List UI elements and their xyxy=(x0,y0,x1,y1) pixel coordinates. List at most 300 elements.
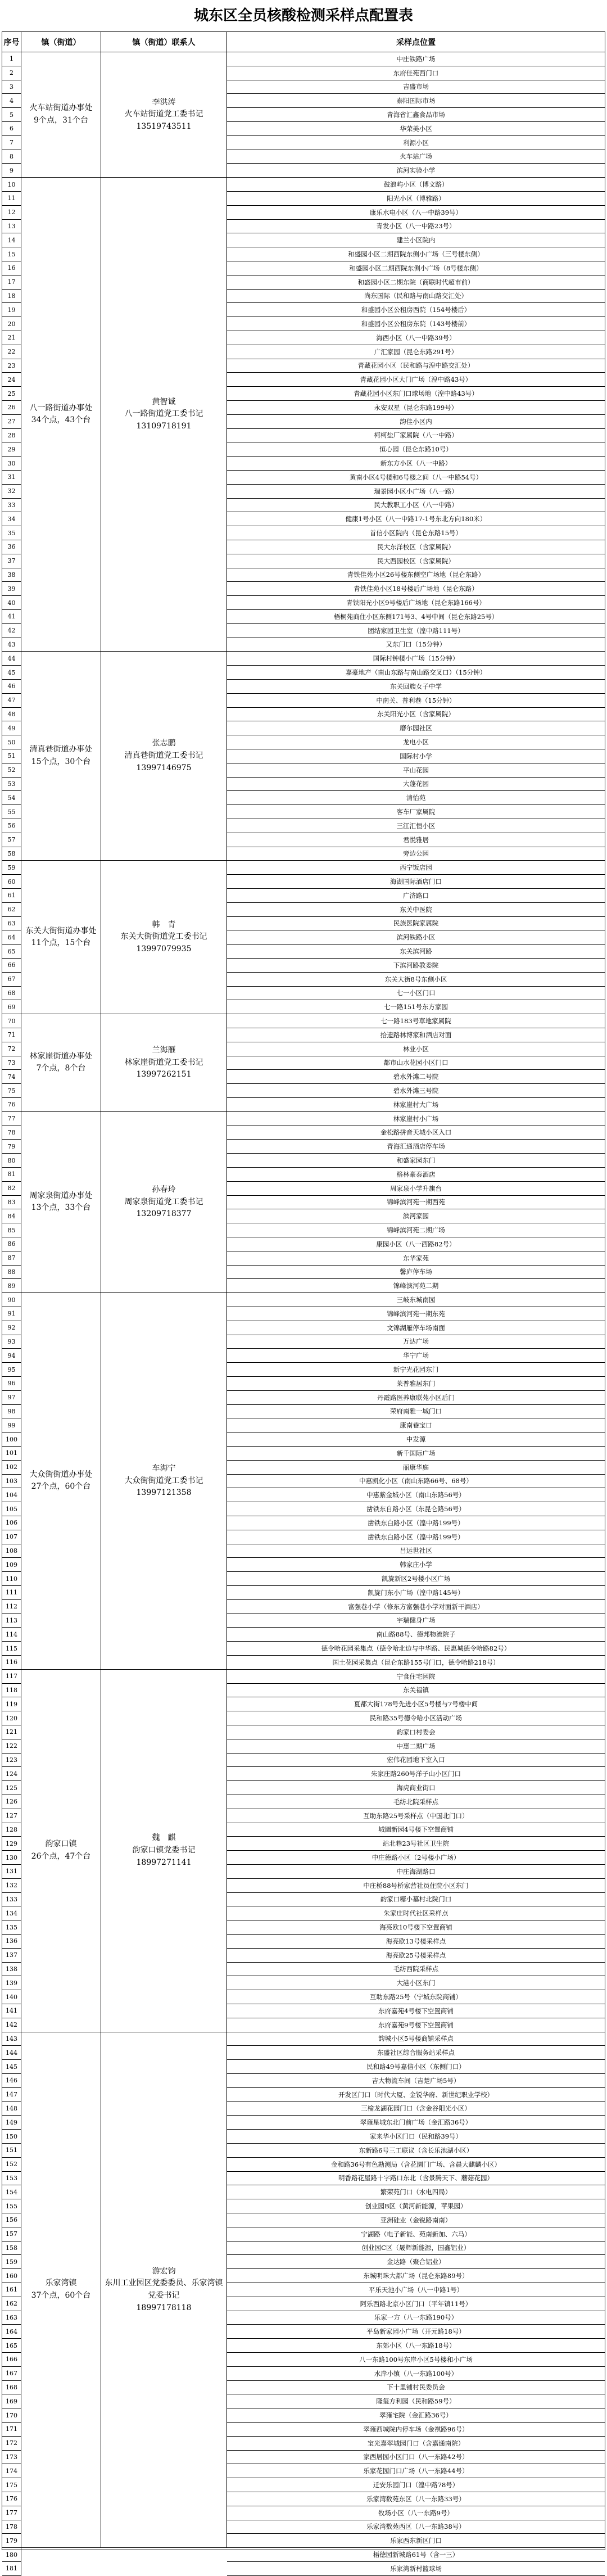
site-location: 莱普雅居东门 xyxy=(227,1377,605,1391)
row-number: 21 xyxy=(2,331,21,345)
row-number: 175 xyxy=(2,2478,21,2492)
site-location: 周家泉小学升旗台 xyxy=(227,1182,605,1196)
site-location: 宁湖路（电子新能、苑南新加、六马） xyxy=(227,2227,605,2241)
row-number: 164 xyxy=(2,2325,21,2339)
row-number: 134 xyxy=(2,1906,21,1920)
site-location: 拾遗路林博家和酒店对面 xyxy=(227,1028,605,1042)
site-location: 和盛园小区公租房东院（143号楼前） xyxy=(227,317,605,331)
site-location: 和盛园小区二期东院（商联时代超市前） xyxy=(227,275,605,290)
row-number: 67 xyxy=(2,973,21,987)
site-location: 翠雍宅院（金汇路36号） xyxy=(227,2408,605,2423)
site-location: 磨尔园社区 xyxy=(227,721,605,735)
row-number: 152 xyxy=(2,2158,21,2172)
row-number: 36 xyxy=(2,540,21,554)
site-location: 文锦湖雁停车场南面 xyxy=(227,1321,605,1335)
site-location: 和盛园小区二期西院东侧小广场（8号楼东侧） xyxy=(227,261,605,275)
site-location: 中惠凯化小区（南山东路66号、68号） xyxy=(227,1475,605,1489)
row-number: 73 xyxy=(2,1056,21,1070)
row-number: 30 xyxy=(2,457,21,471)
row-number: 64 xyxy=(2,930,21,944)
town-name: 清真巷街道办事处 15个点，30个台 xyxy=(21,652,101,861)
row-number: 141 xyxy=(2,2004,21,2018)
row-number: 3 xyxy=(2,80,21,94)
town-contact: 兰海雁 林家崖街道党工委书记 13997262151 xyxy=(101,1014,227,1112)
site-location: 南山路88号、德邦物流院子 xyxy=(227,1628,605,1642)
site-location: 海西小区（八一中路39号） xyxy=(227,331,605,345)
site-location: 馨庐停车场 xyxy=(227,1266,605,1280)
row-number: 162 xyxy=(2,2297,21,2311)
site-location: 明香路花屋路十字路口东北（含景腾天下、蘑菇花园） xyxy=(227,2172,605,2186)
site-location: 朱家庄时代社区采样点 xyxy=(227,1906,605,1920)
row-number: 48 xyxy=(2,708,21,722)
site-location: 阿乐西路北京小区门口（平年镇11号） xyxy=(227,2297,605,2311)
row-number: 93 xyxy=(2,1335,21,1349)
site-location: 乐家花园门口广场（八一东路44号） xyxy=(227,2464,605,2478)
site-location: 隆玺方利园（民和路59号） xyxy=(227,2394,605,2408)
town-contact: 车海宁 大众街街道党工委书记 13997121358 xyxy=(101,1293,227,1670)
row-number: 137 xyxy=(2,1949,21,1963)
row-number: 90 xyxy=(2,1293,21,1307)
site-location: 龙电小区 xyxy=(227,735,605,749)
row-number: 87 xyxy=(2,1251,21,1266)
site-location: 瑞景园小区小广场（八一路） xyxy=(227,485,605,499)
row-number: 169 xyxy=(2,2394,21,2408)
site-location: 尚东国际（民和路与南山路交汇处） xyxy=(227,290,605,304)
row-number: 81 xyxy=(2,1168,21,1182)
row-number: 43 xyxy=(2,638,21,652)
row-number: 75 xyxy=(2,1084,21,1098)
row-number: 66 xyxy=(2,959,21,973)
row-number: 156 xyxy=(2,2213,21,2227)
site-location: 海虎商业街口 xyxy=(227,1781,605,1795)
site-location: 民大教职工小区（八一中路） xyxy=(227,499,605,513)
header-cell: 采样点位置 xyxy=(227,32,605,52)
row-number: 17 xyxy=(2,275,21,290)
town-name: 韵家口镇 26个点，47个台 xyxy=(21,1670,101,2032)
row-number: 108 xyxy=(2,1544,21,1558)
row-number: 26 xyxy=(2,401,21,415)
row-number: 10 xyxy=(2,178,21,192)
site-location: 青发小区（八一中路23号） xyxy=(227,220,605,234)
site-location: 翠雍星城东北门前广场（金汇路36号） xyxy=(227,2116,605,2130)
row-number: 124 xyxy=(2,1767,21,1781)
row-number: 70 xyxy=(2,1014,21,1028)
site-location: 国际村钟楼小广场（15分钟） xyxy=(227,652,605,666)
row-number: 125 xyxy=(2,1781,21,1795)
row-number: 69 xyxy=(2,1000,21,1014)
site-location: 滨河铁路小区 xyxy=(227,930,605,944)
row-number: 59 xyxy=(2,861,21,875)
row-number: 8 xyxy=(2,150,21,164)
site-location: 建兰小区院内 xyxy=(227,233,605,247)
row-number: 163 xyxy=(2,2311,21,2325)
site-location: 团结家园卫生室（湟中路111号） xyxy=(227,624,605,638)
site-location: 朱家庄路260号洋子山小区门口 xyxy=(227,1767,605,1781)
site-location: 站北巷23号社区卫生院 xyxy=(227,1837,605,1851)
row-number: 83 xyxy=(2,1196,21,1210)
site-location: 康乐水电小区（八一中路39号） xyxy=(227,206,605,220)
row-number: 2 xyxy=(2,66,21,80)
site-location: 中庄海湖路口 xyxy=(227,1865,605,1879)
site-location: 嘉豪地产（南山东路与南山路交叉口）（15分钟） xyxy=(227,666,605,680)
row-number: 107 xyxy=(2,1530,21,1544)
site-location: 金松路拼音天城小区入口 xyxy=(227,1126,605,1140)
site-location: 牧场小区（八一东路9号） xyxy=(227,2506,605,2520)
row-number: 99 xyxy=(2,1418,21,1432)
site-location: 海湖国际酒店门口 xyxy=(227,875,605,889)
site-location: 乐家西东新区门口 xyxy=(227,2534,605,2548)
site-location: 首信小区院内（昆仑东路15号） xyxy=(227,526,605,540)
site-location: 梧桐苑商住小区东侧171号3、4号中间（昆仑东路25号） xyxy=(227,610,605,624)
row-number: 68 xyxy=(2,987,21,1001)
row-number: 41 xyxy=(2,610,21,624)
row-number: 58 xyxy=(2,847,21,861)
site-location: 林家崖村小广场 xyxy=(227,1112,605,1126)
site-location: 青藏花园小区大门广场（湟中路43号） xyxy=(227,373,605,387)
site-location: 开发区门口（时代大厦、金锐华府、新世纪职业学校） xyxy=(227,2088,605,2102)
row-number: 91 xyxy=(2,1307,21,1321)
site-location: 中惠二期广场 xyxy=(227,1739,605,1754)
site-location: 华荣美小区 xyxy=(227,122,605,136)
site-location: 客车厂家属院 xyxy=(227,805,605,819)
site-location: 锦峰滨河苑一期东苑 xyxy=(227,1307,605,1321)
town-contact: 魏 麒 韵家口镇党委书记 18997271141 xyxy=(101,1670,227,2032)
row-number: 11 xyxy=(2,192,21,206)
row-number: 9 xyxy=(2,164,21,178)
row-number: 145 xyxy=(2,2060,21,2074)
site-location: 康南巷宝口 xyxy=(227,1418,605,1432)
site-location: 柯柯盐厂家属院（八一中路） xyxy=(227,429,605,443)
row-number: 157 xyxy=(2,2227,21,2241)
site-location: 中惠紫金城小区（南山东路56号） xyxy=(227,1488,605,1502)
site-location: 青藏花园小区（民和路与湟中路交汇处） xyxy=(227,359,605,373)
row-number: 78 xyxy=(2,1126,21,1140)
row-number: 79 xyxy=(2,1140,21,1154)
row-number: 103 xyxy=(2,1475,21,1489)
town-contact: 李洪涛 火车站街道党工委书记 13519743511 xyxy=(101,52,227,178)
site-location: 吕运世社区 xyxy=(227,1544,605,1558)
site-location: 金达路（聚合铝业） xyxy=(227,2255,605,2269)
row-number: 82 xyxy=(2,1182,21,1196)
row-number: 105 xyxy=(2,1502,21,1516)
row-number: 147 xyxy=(2,2088,21,2102)
site-location: 民大西园校区（含家属院） xyxy=(227,554,605,568)
row-number: 74 xyxy=(2,1070,21,1084)
row-number: 172 xyxy=(2,2437,21,2451)
site-location: 国际村小学 xyxy=(227,749,605,763)
site-location: 梧德园新城路61号（含一三） xyxy=(227,2548,605,2562)
site-location: 水岸小镇（八一东路100号） xyxy=(227,2367,605,2381)
row-number: 29 xyxy=(2,442,21,457)
site-location: 毛纺北院采样点 xyxy=(227,1795,605,1809)
site-location: 德令哈花园采集点（德令哈北边与中华路、民惠城德令哈路82号） xyxy=(227,1642,605,1656)
row-number: 178 xyxy=(2,2520,21,2534)
site-location: 新千国际广场 xyxy=(227,1447,605,1461)
row-number: 110 xyxy=(2,1572,21,1586)
row-number: 7 xyxy=(2,136,21,150)
site-location: 东盛社区综合服务站采样点 xyxy=(227,2046,605,2060)
row-number: 42 xyxy=(2,624,21,638)
site-location: 锦峰滨河苑一期西苑 xyxy=(227,1196,605,1210)
site-location: 毛纺西院采样点 xyxy=(227,1963,605,1977)
row-number: 54 xyxy=(2,791,21,805)
site-location: 吉盛市场 xyxy=(227,80,605,94)
site-location: 永安双星（昆仑东路199号） xyxy=(227,401,605,415)
site-location: 平乐天池小广场（八一中路1号） xyxy=(227,2283,605,2297)
site-location: 城圖新园4号楼下空置商铺 xyxy=(227,1823,605,1837)
site-location: 韵佳小区内 xyxy=(227,415,605,429)
row-number: 171 xyxy=(2,2423,21,2437)
row-number: 140 xyxy=(2,1990,21,2004)
site-location: 七一路151号东方家园 xyxy=(227,1000,605,1014)
row-number: 27 xyxy=(2,415,21,429)
row-number: 173 xyxy=(2,2451,21,2465)
row-number: 151 xyxy=(2,2144,21,2158)
site-location: 旁边公园 xyxy=(227,847,605,861)
site-location: 下十里铺村民委员会 xyxy=(227,2381,605,2395)
row-number: 88 xyxy=(2,1266,21,1280)
row-number: 37 xyxy=(2,554,21,568)
site-location: 中庄德路小区（2号楼小广场） xyxy=(227,1851,605,1865)
row-number: 114 xyxy=(2,1628,21,1642)
site-location: 和盛园小区二期西院东侧小广场（三号楼东侧） xyxy=(227,247,605,261)
site-location: 互助东路25号（宁城东院商铺） xyxy=(227,1990,605,2004)
town-contact: 韩 青 东关大街街道党工委书记 13997079935 xyxy=(101,861,227,1014)
site-location: 康园小区（八一西路82号） xyxy=(227,1237,605,1251)
row-number: 72 xyxy=(2,1042,21,1056)
row-number: 80 xyxy=(2,1154,21,1168)
row-number: 53 xyxy=(2,778,21,792)
town-contact: 孙春玲 周家泉街道党工委书记 13209718377 xyxy=(101,1112,227,1293)
site-location: 碧水外滩三号院 xyxy=(227,1084,605,1098)
site-location: 东府嘉苑4号楼下空置商铺 xyxy=(227,2004,605,2018)
row-number: 50 xyxy=(2,735,21,749)
row-number: 117 xyxy=(2,1670,21,1684)
row-number: 5 xyxy=(2,108,21,122)
site-location: 韩家庄小学 xyxy=(227,1558,605,1572)
site-location: 凯旋新区2号楼小区广场 xyxy=(227,1572,605,1586)
site-location: 国土花园采集点（昆仑东路155号门口，德令哈路218号） xyxy=(227,1656,605,1670)
row-number: 32 xyxy=(2,485,21,499)
row-number: 49 xyxy=(2,721,21,735)
town-contact: 黄智诚 八一路街道党工委书记 13109718191 xyxy=(101,178,227,652)
town-name: 林家崖街道办事处 7个点，8个台 xyxy=(21,1014,101,1112)
row-number: 56 xyxy=(2,819,21,833)
site-location: 中庄桥88号桥家营社员住院小区东门 xyxy=(227,1879,605,1893)
row-number: 33 xyxy=(2,499,21,513)
row-number: 77 xyxy=(2,1112,21,1126)
site-location: 青藏花园小区东门口球场地（湟中路43号） xyxy=(227,387,605,401)
site-location: 阳光小区（博雅路） xyxy=(227,192,605,206)
site-location: 丽康华庭 xyxy=(227,1461,605,1475)
site-location: 金和路36号有色勘测局（含花園门广场、含晨大麒麟小区） xyxy=(227,2158,605,2172)
site-location: 中庄铁路广场 xyxy=(227,52,605,66)
site-location: 荣府南雅一城门口 xyxy=(227,1405,605,1419)
site-location: 凿铁东白路小区（湟中路199号） xyxy=(227,1516,605,1530)
row-number: 112 xyxy=(2,1600,21,1614)
site-location: 丹霞路医养康联苑小区后门 xyxy=(227,1391,605,1405)
row-number: 96 xyxy=(2,1377,21,1391)
row-number: 46 xyxy=(2,680,21,694)
row-number: 170 xyxy=(2,2408,21,2423)
site-location: 创业园C区（晟辉新能源，国鑫铝业） xyxy=(227,2241,605,2256)
town-contact: 张志鹏 清真巷街道党工委书记 13997146975 xyxy=(101,652,227,861)
site-location: 火车站广场 xyxy=(227,150,605,164)
row-number: 111 xyxy=(2,1586,21,1600)
row-number: 142 xyxy=(2,2018,21,2032)
site-location: 宏伟花园地下室入口 xyxy=(227,1754,605,1768)
site-location: 民和路49号嘉信小区（东侧门口） xyxy=(227,2060,605,2074)
site-location: 东关阳光小区（含家属院） xyxy=(227,708,605,722)
header-cell: 镇（街道）联系人 xyxy=(101,32,227,52)
row-number: 150 xyxy=(2,2130,21,2144)
row-number: 31 xyxy=(2,471,21,485)
site-location: 东城明珠大都广场（昆仑东路89号） xyxy=(227,2269,605,2283)
site-location: 平岛新家园小广场（开元路18号） xyxy=(227,2325,605,2339)
row-number: 119 xyxy=(2,1697,21,1711)
site-location: 海亮欧25号楼采样点 xyxy=(227,1949,605,1963)
site-location: 碧水外滩二号院 xyxy=(227,1070,605,1084)
row-number: 47 xyxy=(2,694,21,708)
site-location: 凿铁东自路小区（东昆仑路56号） xyxy=(227,1502,605,1516)
row-number: 130 xyxy=(2,1851,21,1865)
town-name: 乐家湾镇 37个点，60个台 xyxy=(21,2032,101,2548)
site-location: 创业园B区（黄河新能源，苹果园） xyxy=(227,2199,605,2213)
site-location: 宇瑞健身广场 xyxy=(227,1614,605,1628)
site-location: 家来华小区门口（民和路39号） xyxy=(227,2130,605,2144)
site-location: 韵城小区5号楼商铺采样点 xyxy=(227,2032,605,2046)
row-number: 144 xyxy=(2,2046,21,2060)
site-location: 平山花园 xyxy=(227,763,605,778)
site-location: 又东门口（15分钟） xyxy=(227,638,605,652)
row-number: 22 xyxy=(2,345,21,359)
row-number: 104 xyxy=(2,1488,21,1502)
site-location: 滨河实验小学 xyxy=(227,164,605,178)
site-location: 八一东路100号东岸小区5号楼和小广场 xyxy=(227,2353,605,2367)
row-number: 166 xyxy=(2,2353,21,2367)
town-name: 东关大街街道办事处 11个点，15个台 xyxy=(21,861,101,1014)
site-location: 青海汇通酒店停车场 xyxy=(227,1140,605,1154)
row-number: 100 xyxy=(2,1432,21,1447)
town-name: 周家泉街道办事处 13个点，33个台 xyxy=(21,1112,101,1293)
site-location: 泰阳国际市场 xyxy=(227,94,605,108)
row-number: 20 xyxy=(2,317,21,331)
site-location: 君悦雅居 xyxy=(227,833,605,847)
site-location: 和盛家园东门 xyxy=(227,1154,605,1168)
site-location: 七一路183号草地家属院 xyxy=(227,1014,605,1028)
site-location: 广济路口 xyxy=(227,889,605,903)
row-number: 138 xyxy=(2,1963,21,1977)
row-number: 181 xyxy=(2,2562,21,2576)
town-name: 火车站街道办事处 9个点，31个台 xyxy=(21,52,101,178)
site-location: 乐家一方（八一东路190号） xyxy=(227,2311,605,2325)
site-location: 宁食住宅园院 xyxy=(227,1670,605,1684)
site-location: 万达广场 xyxy=(227,1335,605,1349)
row-number: 25 xyxy=(2,387,21,401)
row-number: 115 xyxy=(2,1642,21,1656)
row-number: 19 xyxy=(2,303,21,317)
site-location: 锦峰滨河苑二期 xyxy=(227,1279,605,1293)
site-location: 宝光嘉翠城园门口（含嘉通南院） xyxy=(227,2437,605,2451)
row-number: 158 xyxy=(2,2241,21,2256)
row-number: 12 xyxy=(2,206,21,220)
row-number: 97 xyxy=(2,1391,21,1405)
site-location: 恒心园（昆仑东路10号） xyxy=(227,442,605,457)
row-number: 153 xyxy=(2,2172,21,2186)
row-number: 95 xyxy=(2,1363,21,1377)
row-number: 6 xyxy=(2,122,21,136)
row-number: 139 xyxy=(2,1976,21,1990)
site-location: 东郊小区（八一东路18号） xyxy=(227,2339,605,2353)
row-number: 92 xyxy=(2,1321,21,1335)
sampling-table xyxy=(2,31,605,2573)
site-location: 东关中医院 xyxy=(227,903,605,917)
row-number: 155 xyxy=(2,2199,21,2213)
site-location: 迁安乐园门口（湟中路78号） xyxy=(227,2478,605,2492)
row-number: 121 xyxy=(2,1725,21,1739)
row-number: 35 xyxy=(2,526,21,540)
site-location: 青铁佳苑小区18号楼后广场地（昆仑东路） xyxy=(227,582,605,596)
site-location: 鼓浪屿小区（博文路） xyxy=(227,178,605,192)
row-number: 177 xyxy=(2,2506,21,2520)
site-location: 海亮欧13号楼采样点 xyxy=(227,1935,605,1949)
site-location: 健康1号小区（八一中路17-1号东北方向180米） xyxy=(227,512,605,526)
row-number: 1 xyxy=(2,52,21,66)
row-number: 148 xyxy=(2,2102,21,2116)
site-location: 大港小区东门 xyxy=(227,1976,605,1990)
row-number: 165 xyxy=(2,2339,21,2353)
row-number: 133 xyxy=(2,1893,21,1907)
row-number: 85 xyxy=(2,1223,21,1237)
site-location: 青铁佳苑小区26号楼东侧空广场地（昆仑东路） xyxy=(227,568,605,582)
site-location: 亚洲硅业（金锐路南南） xyxy=(227,2213,605,2227)
row-number: 128 xyxy=(2,1823,21,1837)
row-number: 146 xyxy=(2,2074,21,2088)
site-location: 民大东洋校区（含家属院） xyxy=(227,540,605,554)
site-location: 乐家湾数苑东区（八一东路33号） xyxy=(227,2492,605,2506)
row-number: 135 xyxy=(2,1920,21,1935)
site-location: 林家崖村大广场 xyxy=(227,1098,605,1112)
site-location: 清怡苑 xyxy=(227,791,605,805)
site-location: 吉大物流车间（吉楚广场5号） xyxy=(227,2074,605,2088)
row-number: 120 xyxy=(2,1711,21,1725)
site-location: 华宁广场 xyxy=(227,1349,605,1363)
row-number: 106 xyxy=(2,1516,21,1530)
row-number: 109 xyxy=(2,1558,21,1572)
site-location: 三岐东城南园 xyxy=(227,1293,605,1307)
row-number: 39 xyxy=(2,582,21,596)
row-number: 55 xyxy=(2,805,21,819)
row-number: 132 xyxy=(2,1879,21,1893)
site-location: 大蓬花园 xyxy=(227,778,605,792)
site-location: 繁荣苑门口（水电四局） xyxy=(227,2185,605,2199)
site-location: 东新路6号三工联议（含长乐池湖小区） xyxy=(227,2144,605,2158)
site-location: 青铁阳光小区9号楼后广场地（昆仑东路166号） xyxy=(227,596,605,610)
row-number: 131 xyxy=(2,1865,21,1879)
town-name: 八一路街道办事处 34个点，43个台 xyxy=(21,178,101,652)
row-number: 168 xyxy=(2,2381,21,2395)
site-location: 东府嘉苑9号楼下空置商铺 xyxy=(227,2018,605,2032)
row-number: 122 xyxy=(2,1739,21,1754)
header-cell: 镇（街道） xyxy=(21,32,101,52)
row-number: 18 xyxy=(2,290,21,304)
row-number: 40 xyxy=(2,596,21,610)
row-number: 127 xyxy=(2,1809,21,1823)
site-location: 东关福镇 xyxy=(227,1684,605,1698)
site-location: 新宁光花园东门 xyxy=(227,1363,605,1377)
site-location: 广汇家园（昆仑东路291号） xyxy=(227,345,605,359)
site-location: 富强巷小学（修东方富强巷小学对面新干酒店） xyxy=(227,1600,605,1614)
